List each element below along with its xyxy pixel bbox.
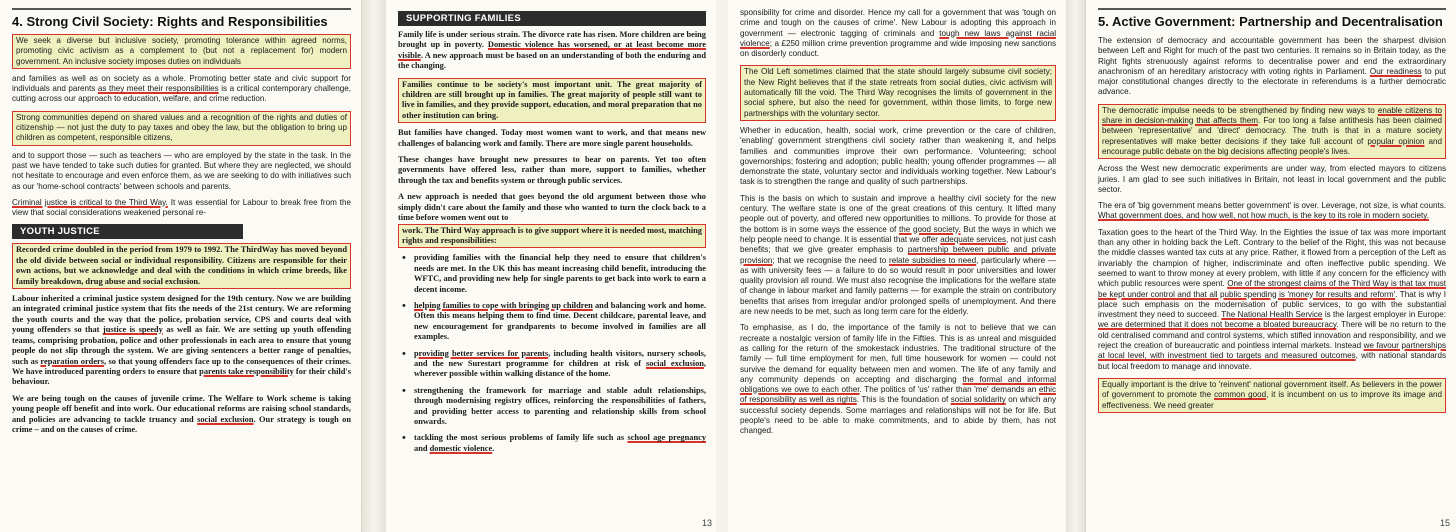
highlight-text: Strong communities depend on shared values and a recognition of the rights and duties of citizenship — not just the duty to pay taxes and obey the law, but the obligation to bring up children as competent, responsible citizens, [16,112,347,143]
underlined-text: tough new laws against racial violence [740,28,1057,48]
list-item: • strengthening the framework for marriage and stable adult relationships, through modernising registry offices, reinforcing the responsibilities of fathers, and providing better access to parenting and relationship skills from school onwards. [400,386,706,428]
list-item [400,301,706,343]
text-run: To emphasise, as I do, the importance of the family is not to believe that we can recreate a nostalgic version of family life in the Fifties. This is as unreal and misguided as calling for the return of the smokestack industries. The traditional structure of the family — full time employment for men, full time housework for women — could not survive the demand for equality between men and women. The life of any family and any community depends on accepting and discharging [740,323,1056,384]
paragraph: A new approach is needed that goes beyond the old argument between those who simply didn't care about the family and those who wanted to turn the clock back to a time before women went out to [398,192,706,223]
underlined-text: enable citizens to share in decision-making that affects them [1102,105,1443,126]
text-run: But the ways in which we help people need to change. It is essential that we offer [740,224,1056,244]
paragraph [1098,201,1446,222]
highlight-box [1098,378,1446,413]
underlined-text: helping families to cope with bringing up children [414,300,593,310]
text-run: sponsibility for crime and disorder. Hence my call for a government that was 'tough on crime and tough on the causes of crime'. New Labour is adopting this approach in government — electronic tagging of criminals and [740,8,1056,38]
underlined-text: ethic of responsibility as well as rights [740,385,1056,405]
paragraph [740,8,1056,59]
paragraph [740,323,1056,436]
underlined-text: school age pregnancy [627,433,707,443]
paragraph [1098,228,1446,372]
text-run: , with national standards but local freedom to manage and innovate. [1098,351,1447,371]
highlight-box [12,111,351,146]
text-run: Equally important is the drive to 'reinvent' national government itself. As believers in the power of government to promote the [1102,379,1442,400]
section-bar: SUPPORTING FAMILIES [398,11,706,26]
text-run: as well as fair. We are setting up youth offending teams, comprising probation, police and other professionals in each area to ensure that young people do not slip through the system. We are giving sentencers a better range of penalties, such as [12,325,352,366]
section-heading: 4. Strong Civil Society: Rights and Responsibilities [12,14,328,29]
text-run: . The politics of 'us' rather than 'me' demands an [859,385,1037,395]
paragraph: But families have changed. Today most women want to work, and that means new challenges of balancing work and family. There are more single parent households. [398,128,706,148]
page-15 [1085,0,1456,532]
paragraph: These changes have brought new pressures to bear on parents. Yet too often governments have offered less, rather than more, support to families, whether through the tax and benefits system or through public services. [398,155,706,185]
highlight-text: work. The Third Way approach is to give support where it is needed most, matching rights and responsibilities: [402,225,702,245]
underlined-text: social solidarity [950,395,1006,405]
highlight-text: We seek a diverse but inclusive society, promoting tolerance within agreed norms, promoting civic activism as a complement to (but not a replacement for) modern government. An inclusive society imposes duties on individuals [16,36,347,66]
text-run: , it is incumbent on us to improve its image and effectiveness. We need greater [1102,390,1443,410]
spine-left [362,0,386,532]
underlined-text: justice is speedy [102,325,163,335]
underlined-text: reparation orders [40,356,105,366]
text-run: tackling the most serious problems of family life such as [414,433,625,443]
page-number: 15 [1439,518,1450,528]
paragraph [740,194,1056,318]
underlined-text: Domestic violence has worsened, or at least become more visible [398,40,707,60]
underlined-text: parents take responsibility [199,366,294,376]
highlight-box [398,78,706,124]
paragraph: and to support those — such as teachers — who are employed by the state in the task. In the past we have tended to take such duties for granted. But where they are neglected, we should not hesitate to encourage and even enforce them, as we are seeking to do with initiatives such as our 'home-school contracts' between schools and parents. [12,150,351,191]
underlined-text: relate subsidies to need [889,255,977,265]
text-run: and balancing work and home. Often this means helping them to find time. Decent childcare, parental leave, and new encouragement for grandparents to become involved in families are all examples. [414,300,707,342]
text-run: The era of 'big government means better government' is over. Leverage, not size, is what counts. [1098,201,1446,211]
text-run: . That is why I place such emphasis on the modernisation of public services, to go with the substantial investment they need to succeed. [1098,289,1447,320]
underlined-text: One of the strongest claims of the Third Way is that tax must be kept under control and that all public spending is 'money for results and reform' [1098,279,1446,299]
bullet-list [400,253,706,454]
text-run: ; a £250 million crime prevention programme and wide imposing new sanctions on disorderly conduct. [740,38,1056,59]
text-run: . Our strategy is tough on crime – and on the causes of crime. [12,414,352,434]
highlight-box [740,65,1056,120]
underlined-text: partnership between public and private provision [740,245,1056,265]
top-rule [1098,8,1446,10]
text-run: is the largest employer in Europe: [1324,310,1446,320]
text-run: and encourage public debate on the big decisions affecting people's lives. [1102,136,1443,156]
text-run: , not just cash benefits; that we give greater emphasis to [740,234,1056,255]
text-run: The democratic impulse needs to be strengthened by finding new ways to [1102,105,1375,115]
paragraph: Whether in education, health, social work, crime prevention or the care of children, 'enabling' government strengthens civil society rather than weakening it, and helps families and communities improve their own performance. Volunteering; school governorships; fostering and adoption; public health; young offender programmes — all demonstrate the state, voluntary sector and individuals working together. New Labour's task is to strengthen the range and quality of such partnerships. [740,125,1056,187]
paragraph [12,394,351,436]
spine-right [1066,0,1085,532]
text-run: Taxation goes to the heart of the Third Way. In the Eighties the issue of tax was more important than any other in holding back the Left. Contrary to the belief of the Right, this was not because the middle classes wanted tax cuts at any price. Rather, it flowed from a perception of the Left as invariably the champion of higher, indiscriminate and often ineffective public spending. We seemed to want to throw money at every problem, with little if any concern for the efficiency with which public resources were spent. [1098,227,1446,289]
text-run: This is the basis on which to sustain and improve a healthy civil society for the new century. The welfare state is one of the great creations of this century. It lifted many people out of poverty, and offered new opportunities to millions. To provide for those at the bottom is in some ways the essence of [740,193,1056,234]
text-run: Labour inherited a criminal justice system designed for the 19th century. Now we are building an integrated criminal justice system that fits the needs of the 21st century. We are reforming the youth courts and the way that the police, probation service, CPS and courts deal with young offenders so that [12,294,351,335]
highlight-box [1098,104,1446,159]
highlight-text [1102,380,1442,411]
text-run: and [414,443,428,453]
section-bar: YOUTH JUSTICE [12,224,243,239]
underlined-text: providing better services for parents [414,348,549,358]
paragraph: Criminal justice is critical to the Third Way. It was essential for Labour to break free from the view that social considerations weakened personal re- [12,197,351,218]
paragraph: Across the West new democratic experiments are under way, from elected mayors to citizens juries. I am glad to see such initiatives in Britain, not least in local government and the public sector. [1098,164,1446,194]
text-run: The extension of democracy and accountable government has been the sharpest division between Left and Right for much of the past two centuries. It remains so in Britain today, as the Right fights strenuously against reforms to decentralise power and end the extraordinary anachronism of an hereditary aristocracy with voting rights in Parliament. [1098,36,1446,76]
text-run: , including health visitors, nursery schools, and the new Surestart programme for children at risk of [414,348,706,368]
highlight-box [12,243,351,289]
page-14 [728,0,1066,532]
underlined-text: The National Health Service [1221,310,1323,320]
underlined-text: we favour partnerships at local level, with investment tied to targets and measured outcomes [1098,341,1446,361]
underlined-text: we are determined that it does not become a bloated bureaucracy [1098,320,1337,330]
text-run: , so that young offenders face up to the consequences of their crimes. We have introduced parenting orders to ensure that [12,356,351,376]
text-run: We are being tough on the causes of juvenile crime. The Welfare to Work scheme is taking young people off benefit and into work. Our educational reforms are raising school standards, and policies are advancing to tackle truancy and [12,393,351,424]
page-13 [386,0,716,532]
underlined-text: common good [1214,390,1267,400]
text-run: to put major constitutional changes directly to the electorate in referendums is a further democratic advance. [1098,66,1447,97]
text-run: . A new approach must be based on an understanding of both the enduring and the changing. [398,50,706,71]
paragraph [1098,36,1446,98]
text-run: for their child's behaviour. [12,366,352,387]
underlined-text: the good society. [898,224,961,234]
underlined-text: domestic violence [429,443,493,453]
underlined-text: social exclusion [645,358,704,368]
highlight-text: Families continue to be society's most important unit. The great majority of children are still brought up in families. The great majority of people still want to live in families, and they provide support, education, and moral preparation that no other institution can bring. [402,79,702,120]
page-12 [0,0,362,532]
text-run: on which any successful society depends. Some marriages and relationships will not be for life. But people's need to be able to make commitments, and to abide by them, has not changed. [740,395,1056,436]
paragraph [12,294,351,388]
text-run: . This is the foundation of [856,395,949,405]
list-item [400,349,706,380]
underlined-text: social exclusion [197,414,254,424]
text-run: . For too long a false antithesis has been claimed between 'representative' and 'direct' democracy. The truth is that in a mature society representatives will make better decisions if they take full account of [1102,116,1442,146]
list-item: • providing families with the financial help they need to ensure that children's needs are met. In the UK this has meant increasing child benefit, introducing the WFTC, and providing new help for single parents to get back into work to earn a decent income. [400,253,706,295]
underlined-text: What government does, and how well, not how much, is the key to its role in modern society. [1098,211,1429,221]
highlight-box [398,224,706,249]
underlined-text: adequate services [940,234,1006,244]
highlight-box [12,34,351,69]
text-run: . There will be no return to the old centralised command and control systems, which stifled innovation and responsibility, and we reject the creation of bureaucratic and pointless internal markets. Instead [1098,320,1446,351]
list-item [400,433,706,454]
highlight-text [1102,106,1442,157]
text-run: , wherever possible within walking distance of the home. [414,358,707,379]
paragraph [398,30,706,72]
paragraph: and families as well as on society as a whole. Promoting better state and civic support for individuals and parents as they meet their responsibilities is a critical contemporary challenge, cutting across our approach to education, welfare, and crime reduction. [12,73,351,104]
text-run: Family life is under serious strain. The divorce rate has risen. More children are being brought up in poverty. [398,30,706,50]
underlined-text: popular opinion [1367,136,1425,146]
highlight-text: The Old Left sometimes claimed that the state should largely subsume civil society; the New Right believes that if the state retreats from social duties, civic activism will automatically fill the void. The Third Way recognises the limits of government in the social sphere, but also the need for government, within those limits, to forge new partnerships with the voluntary sector. [744,67,1052,118]
page-number: 13 [701,518,712,528]
top-rule [12,8,351,10]
section-heading: 5. Active Government: Partnership and Decentralisation [1098,14,1443,29]
text-run: . [492,443,495,453]
text-run: , particularly where — as with university fees — a failure to do so would result in poor universities and lower quality provision all round. We must also recognise the implications for the welfare state of change in labour market and family patterns — for example the strain on contributory benefits that arises from irregular and/or prolonged spells of unemployment. And there are new needs to be met, such as long term care for the elderly. [740,255,1056,317]
text-run: ; that we recognise the need to [772,255,887,265]
underlined-text: Our readiness [1369,66,1422,76]
underlined-text: the formal and informal obligations we owe to each other [740,374,1056,395]
highlight-text: Recorded crime doubled in the period from 1979 to 1992. The ThirdWay has moved beyond the old divide between social or individual responsibility. Citizens are responsible for their own actions, but we acknowledge and deal with the conditions in which crime breeds, like family breakdown, drug abuse and social exclusion. [16,245,347,286]
